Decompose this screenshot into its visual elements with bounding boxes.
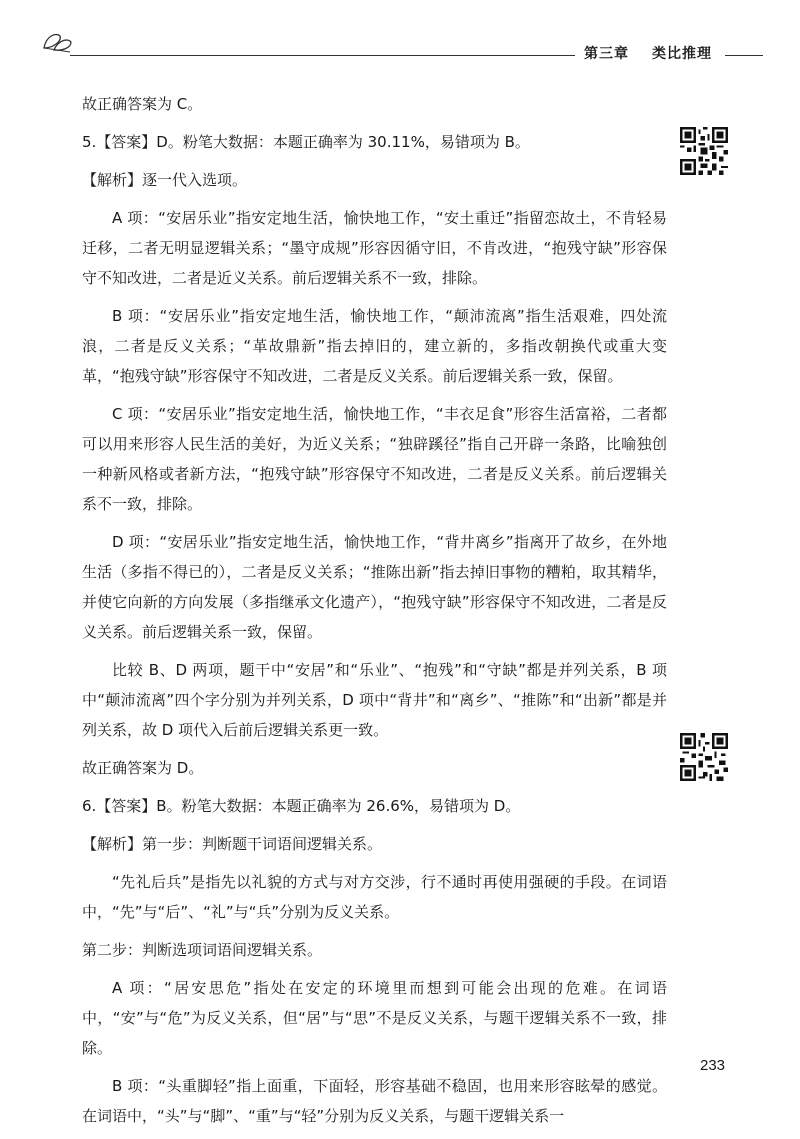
paragraph-option-c-5: C 项：“安居乐业”指安定地生活，愉快地工作，“丰衣足食”形容生活富裕，二者都可以用来形容人民生活的美好，为近义关系；“独辟蹊径”指自己开辟一条路，比喻独创一种新风格或者新方法，“抱残守缺”形容保守不知改进，二者是反义关系。前后逻辑关系不一致，排除。 — [82, 405, 667, 513]
paragraph-conclusion-5: 故正确答案为 D。 — [82, 759, 204, 777]
running-header — [0, 0, 800, 70]
paragraph-stem-6: “先礼后兵”是指先以礼貌的方式与对方交涉，行不通时再使用强硬的手段。在词语中，“先”与“后”、“礼”与“兵”分别为反义关系。 — [82, 873, 667, 921]
paragraph-option-a-6: A 项：“居安思危”指处在安定的环境里而想到可能会出现的危难。在词语中，“安”与“危”为反义关系，但“居”与“思”不是反义关系，与题干逻辑关系不一致，排除。 — [82, 979, 667, 1057]
qr-code-icon[interactable] — [680, 733, 728, 781]
paragraph-option-b-5: B 项：“安居乐业”指安定地生活，愉快地工作，“颠沛流离”指生活艰难，四处流浪，二者是反义关系；“革故鼎新”指去掉旧的，建立新的，多指改朝换代或重大变革，“抱残守缺”形容保守不知改进，二者是反义关系。前后逻辑关系一致，保留。 — [82, 307, 667, 385]
paragraph-compare-5: 比较 B、D 两项，题干中“安居”和“乐业”、“抱残”和“守缺”都是并列关系，B 项中“颠沛流离”四个字分别为并列关系，D 项中“背井”和“离乡”、“推陈”和“出新”都是并列关系，故 D 项代入后前后逻辑关系更一致。 — [82, 661, 667, 739]
paragraph-option-a-5: A 项：“安居乐业”指安定地生活，愉快地工作，“安土重迁”指留恋故土，不肯轻易迁移，二者无明显逻辑关系；“墨守成规”形容因循守旧，不肯改进，“抱残守缺”形容保守不知改进，二者是近义关系。前后逻辑关系不一致，排除。 — [82, 209, 667, 287]
qr-code-icon[interactable] — [680, 127, 728, 175]
paragraph-option-b-6: B 项：“头重脚轻”指上面重，下面轻，形容基础不稳固，也用来形容眩晕的感觉。在词语中，“头”与“脚”、“重”与“轻”分别为反义关系，与题干逻辑关系一 — [82, 1077, 667, 1125]
paragraph-step-two-6: 第二步：判断选项词语间逻辑关系。 — [82, 941, 323, 959]
paragraph-analysis-5: 【解析】逐一代入选项。 — [82, 171, 248, 189]
page-number: 233 — [700, 1057, 726, 1074]
page-body — [82, 89, 667, 1139]
paragraph-analysis-6: 【解析】第一步：判断题干词语间逻辑关系。 — [82, 835, 383, 853]
leaf-icon — [40, 28, 74, 54]
header-rule-left — [70, 55, 575, 56]
paragraph-answer-6: 6.【答案】B。粉笔大数据：本题正确率为 26.6%，易错项为 D。 — [82, 797, 521, 815]
header-chapter: 第三章 — [584, 46, 629, 62]
paragraph-conclusion-4: 故正确答案为 C。 — [82, 95, 203, 113]
paragraph-answer-5: 5.【答案】D。粉笔大数据：本题正确率为 30.11%，易错项为 B。 — [82, 133, 530, 151]
paragraph-option-d-5: D 项：“安居乐业”指安定地生活，愉快地工作，“背井离乡”指离开了故乡，在外地生活（多指不得已的），二者是反义关系；“推陈出新”指去掉旧事物的糟粕，取其精华，并使它向新的方向发展（多指继承文化遗产），“抱残守缺”形容保守不知改进，二者是反义关系。前后逻辑关系一致，保留。 — [82, 533, 667, 641]
header-title: 类比推理 — [652, 46, 712, 62]
header-rule-right — [725, 55, 763, 56]
